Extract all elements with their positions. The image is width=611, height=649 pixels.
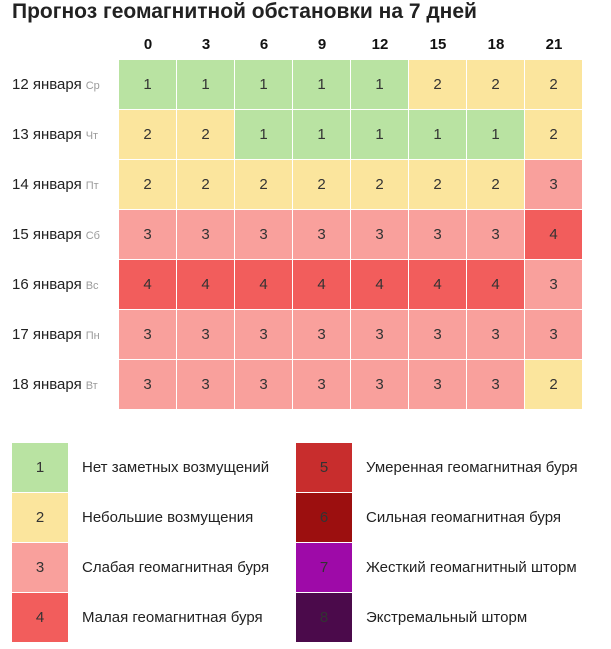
forecast-cell: 1 [351,110,408,159]
forecast-grid [119,60,583,410]
forecast-cell: 1 [235,110,292,159]
forecast-cell: 1 [177,60,234,109]
forecast-cell: 3 [351,310,408,359]
forecast-cell: 3 [235,310,292,359]
hour-header: 6 [259,36,269,53]
legend-swatch: 2 [12,493,68,542]
legend-item [12,542,269,592]
day-date: 17 января [12,326,82,343]
forecast-cell: 3 [409,360,466,409]
forecast-cell: 1 [409,110,466,159]
day-date: 15 января [12,226,82,243]
forecast-cell: 3 [119,360,176,409]
day-label [12,60,100,110]
day-of-week: Вс [85,280,99,292]
day-date: 12 января [12,76,82,93]
hour-header: 21 [545,36,563,53]
day-date: 18 января [12,376,82,393]
hour-header: 12 [371,36,389,53]
hour-header: 9 [317,36,327,53]
day-of-week: Сб [85,230,100,242]
forecast-cell: 3 [177,210,234,259]
forecast-cell: 1 [235,60,292,109]
forecast-cell: 4 [467,260,524,309]
forecast-row [119,60,583,110]
forecast-cell: 2 [409,60,466,109]
forecast-cell: 3 [525,260,582,309]
hour-header: 15 [429,36,447,53]
day-date: 14 января [12,176,82,193]
forecast-cell: 3 [119,210,176,259]
legend-swatch: 3 [12,543,68,592]
day-label [12,210,100,260]
forecast-cell: 2 [525,110,582,159]
day-label [12,260,100,310]
forecast-cell: 3 [467,210,524,259]
hour-header: 3 [201,36,211,53]
legend-item [296,442,578,492]
forecast-cell: 4 [409,260,466,309]
forecast-row [119,160,583,210]
forecast-cell: 3 [467,310,524,359]
forecast-cell: 3 [235,360,292,409]
legend-item [296,592,578,642]
forecast-cell: 1 [351,60,408,109]
legend-swatch: 8 [296,593,352,642]
forecast-cell: 2 [351,160,408,209]
day-labels [12,60,100,410]
legend-item [12,592,269,642]
day-date: 13 января [12,126,82,143]
forecast-cell: 1 [293,110,350,159]
forecast-cell: 3 [409,210,466,259]
forecast-cell: 4 [177,260,234,309]
forecast-row [119,260,583,310]
day-label [12,310,100,360]
forecast-row [119,360,583,410]
legend-item [12,492,269,542]
legend-swatch: 4 [12,593,68,642]
forecast-row [119,110,583,160]
day-date: 16 января [12,276,82,293]
forecast-cell: 2 [119,160,176,209]
forecast-cell: 3 [351,360,408,409]
legend-label: Сильная геомагнитная буря [366,508,561,526]
forecast-cell: 3 [525,160,582,209]
forecast-cell: 3 [293,310,350,359]
legend-label: Экстремальный шторм [366,608,528,626]
legend-item [296,492,578,542]
forecast-cell: 2 [467,160,524,209]
day-label [12,360,100,410]
forecast-cell: 4 [525,210,582,259]
legend-item [296,542,578,592]
forecast-cell: 2 [177,160,234,209]
legend-label: Малая геомагнитная буря [82,608,263,626]
legend-label: Слабая геомагнитная буря [82,558,270,576]
hour-header: 0 [143,36,153,53]
day-of-week: Вт [85,380,98,392]
forecast-cell: 2 [119,110,176,159]
day-label [12,110,100,160]
forecast-cell: 3 [409,310,466,359]
day-of-week: Пн [85,330,100,342]
legend-item [12,442,269,492]
day-of-week: Чт [85,130,99,142]
forecast-cell: 3 [293,210,350,259]
legend-right [296,442,578,642]
day-label [12,160,100,210]
forecast-cell: 3 [293,360,350,409]
forecast-cell: 3 [177,310,234,359]
forecast-cell: 3 [525,310,582,359]
forecast-cell: 2 [293,160,350,209]
forecast-cell: 4 [119,260,176,309]
forecast-cell: 4 [293,260,350,309]
legend-label: Жесткий геомагнитный шторм [366,558,577,576]
forecast-cell: 1 [119,60,176,109]
forecast-cell: 2 [525,60,582,109]
legend-swatch: 6 [296,493,352,542]
legend-swatch: 5 [296,443,352,492]
forecast-cell: 3 [177,360,234,409]
hour-header: 18 [487,36,505,53]
legend-left [12,442,269,642]
forecast-cell: 3 [351,210,408,259]
forecast-cell: 1 [293,60,350,109]
forecast-cell: 3 [467,360,524,409]
day-of-week: Пт [85,180,99,192]
forecast-cell: 2 [467,60,524,109]
legend-swatch: 7 [296,543,352,592]
forecast-row [119,310,583,360]
legend-label: Небольшие возмущения [82,508,254,526]
legend-swatch: 1 [12,443,68,492]
forecast-cell: 2 [235,160,292,209]
legend-label: Нет заметных возмущений [82,458,270,476]
legend-label: Умеренная геомагнитная буря [366,458,578,476]
page-title: Прогноз геомагнитной обстановки на 7 дней [12,0,477,23]
forecast-cell: 2 [409,160,466,209]
forecast-cell: 4 [351,260,408,309]
day-of-week: Ср [85,80,100,92]
forecast-cell: 4 [235,260,292,309]
forecast-cell: 1 [467,110,524,159]
hour-header-row [119,36,583,53]
forecast-cell: 2 [525,360,582,409]
forecast-cell: 3 [235,210,292,259]
forecast-row [119,210,583,260]
forecast-cell: 2 [177,110,234,159]
forecast-cell: 3 [119,310,176,359]
